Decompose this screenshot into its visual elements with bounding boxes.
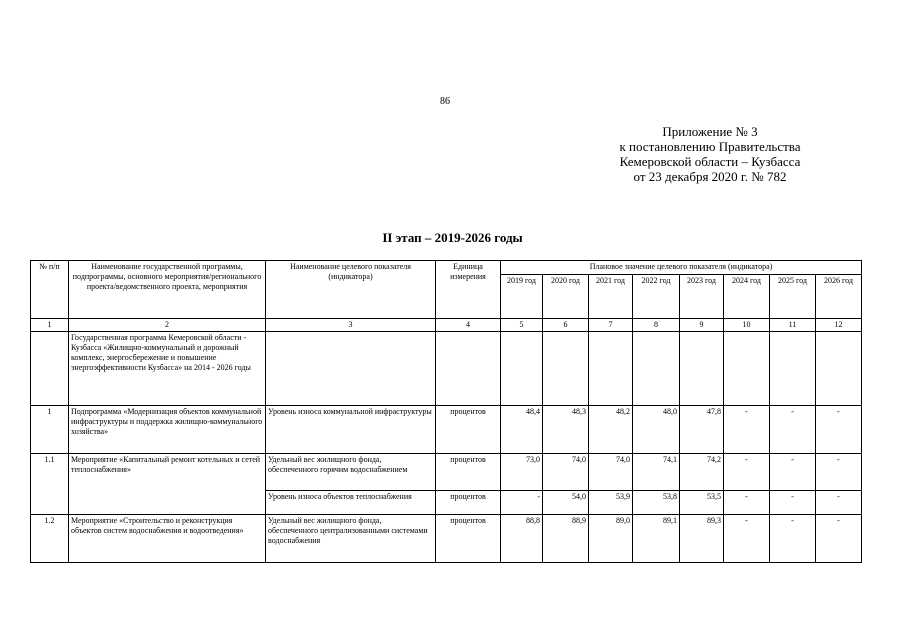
header-year: 2026 год xyxy=(816,275,862,319)
row-unit: процентов xyxy=(436,515,501,563)
header-year: 2023 год xyxy=(680,275,724,319)
row-value: 53,9 xyxy=(589,491,633,515)
row-value: - xyxy=(816,454,862,491)
indicators-table xyxy=(30,260,862,563)
row-value: - xyxy=(770,515,816,563)
row-value xyxy=(816,332,862,406)
row-program: Подпрограмма «Модернизация объектов коммунальной инфраструктуры и поддержка жилищно-коммунального хозяйства» xyxy=(69,406,266,454)
col-number: 9 xyxy=(680,319,724,332)
row-value: 54,0 xyxy=(543,491,589,515)
row-indicator: Удельный вес жилищного фонда, обеспеченного централизованными системами водоснабжения xyxy=(266,515,436,563)
table-row xyxy=(31,454,862,491)
header-year: 2021 год xyxy=(589,275,633,319)
row-value xyxy=(770,332,816,406)
row-number: 1.2 xyxy=(31,515,69,563)
row-value: 48,3 xyxy=(543,406,589,454)
row-value: 74,0 xyxy=(589,454,633,491)
row-value: - xyxy=(816,491,862,515)
row-value xyxy=(633,332,680,406)
page-number: 86 xyxy=(440,96,450,107)
row-value: 74,0 xyxy=(543,454,589,491)
col-number: 1 xyxy=(31,319,69,332)
row-unit: процентов xyxy=(436,454,501,491)
appendix-line-3: Кемеровской области – Кузбасса xyxy=(619,154,801,169)
row-value: 88,9 xyxy=(543,515,589,563)
header-row xyxy=(31,261,862,275)
row-unit: процентов xyxy=(436,406,501,454)
row-number: 1 xyxy=(31,406,69,454)
header-planned: Плановое значение целевого показателя (индикатора) xyxy=(501,261,862,275)
row-value: 53,5 xyxy=(680,491,724,515)
header-year: 2025 год xyxy=(770,275,816,319)
col-number: 12 xyxy=(816,319,862,332)
header-unit: Единица измерения xyxy=(436,261,501,319)
col-number: 2 xyxy=(69,319,266,332)
row-value: - xyxy=(816,406,862,454)
row-value: 47,8 xyxy=(680,406,724,454)
col-number: 4 xyxy=(436,319,501,332)
row-value xyxy=(589,332,633,406)
stage-title: II этап – 2019-2026 годы xyxy=(382,230,523,245)
col-number: 7 xyxy=(589,319,633,332)
row-value: - xyxy=(816,515,862,563)
row-value: - xyxy=(770,406,816,454)
appendix-block xyxy=(560,124,860,184)
row-value: 48,2 xyxy=(589,406,633,454)
row-number: 1.1 xyxy=(31,454,69,515)
header-program: Наименование государственной программы, подпрограммы, основного мероприятия/регионального проекта/ведомственного проекта, мероприятия xyxy=(69,261,266,319)
col-number: 11 xyxy=(770,319,816,332)
header-no: № п/п xyxy=(31,261,69,319)
row-value: 89,3 xyxy=(680,515,724,563)
col-number: 3 xyxy=(266,319,436,332)
table-row xyxy=(31,332,862,406)
header-year: 2022 год xyxy=(633,275,680,319)
table-row xyxy=(31,406,862,454)
row-unit: процентов xyxy=(436,491,501,515)
row-value: 89,1 xyxy=(633,515,680,563)
row-value: 88,8 xyxy=(501,515,543,563)
row-value: - xyxy=(724,491,770,515)
col-number: 5 xyxy=(501,319,543,332)
row-indicator: Уровень износа коммунальной инфраструктуры xyxy=(266,406,436,454)
col-number: 6 xyxy=(543,319,589,332)
appendix-line-2: к постановлению Правительства xyxy=(619,139,801,154)
row-value: - xyxy=(724,406,770,454)
row-value: 48,4 xyxy=(501,406,543,454)
appendix-line-4: от 23 декабря 2020 г. № 782 xyxy=(633,169,787,184)
row-value xyxy=(724,332,770,406)
appendix-line-1: Приложение № 3 xyxy=(662,124,758,139)
row-value: 74,1 xyxy=(633,454,680,491)
row-indicator xyxy=(266,332,436,406)
header-indicator: Наименование целевого показателя (индикатора) xyxy=(266,261,436,319)
row-number xyxy=(31,332,69,406)
row-value: - xyxy=(770,491,816,515)
row-value xyxy=(543,332,589,406)
row-program: Государственная программа Кемеровской области - Кузбасса «Жилищно-коммунальный и дорожный комплекс, энергосбережение и повышение энергоэффективности Кузбасса» на 2014 - 2026 годы xyxy=(69,332,266,406)
row-value: - xyxy=(724,454,770,491)
row-program: Мероприятие «Строительство и реконструкция объектов систем водоснабжения и водоотведения» xyxy=(69,515,266,563)
row-value: - xyxy=(724,515,770,563)
header-year: 2019 год xyxy=(501,275,543,319)
column-numbers-row xyxy=(31,319,862,332)
row-indicator: Удельный вес жилищного фонда, обеспеченного горячим водоснабжением xyxy=(266,454,436,491)
row-value: 89,0 xyxy=(589,515,633,563)
row-program: Мероприятие «Капитальный ремонт котельных и сетей теплоснабжения» xyxy=(69,454,266,515)
col-number: 8 xyxy=(633,319,680,332)
row-value xyxy=(680,332,724,406)
row-value: - xyxy=(770,454,816,491)
header-year: 2024 год xyxy=(724,275,770,319)
row-value: 48,0 xyxy=(633,406,680,454)
row-value: 74,2 xyxy=(680,454,724,491)
row-unit xyxy=(436,332,501,406)
row-indicator: Уровень износа объектов теплоснабжения xyxy=(266,491,436,515)
table-row xyxy=(31,515,862,563)
col-number: 10 xyxy=(724,319,770,332)
row-value: 53,8 xyxy=(633,491,680,515)
row-value xyxy=(501,332,543,406)
header-year: 2020 год xyxy=(543,275,589,319)
row-value: 73,0 xyxy=(501,454,543,491)
row-value: - xyxy=(501,491,543,515)
